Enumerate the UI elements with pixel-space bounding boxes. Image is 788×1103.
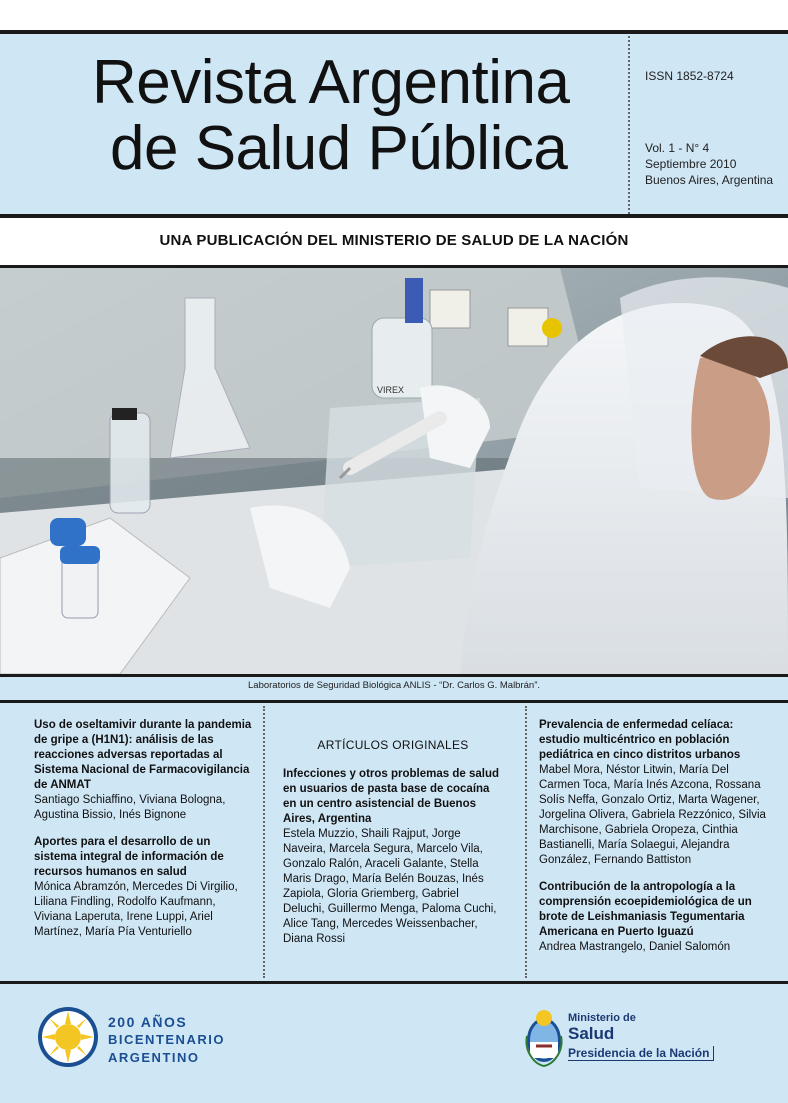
argentina-shield-icon (524, 1006, 564, 1073)
issue-info (645, 140, 773, 188)
bicentenario-text (108, 1013, 225, 1067)
bicentenario-line-2: BICENTENARIO (108, 1032, 225, 1047)
article-authors: Santiago Schiaffino, Viviana Bologna, Agustina Bissio, Inés Bignone (34, 794, 226, 821)
column-divider-1 (263, 706, 265, 978)
cover-photo (0, 268, 788, 674)
column-divider-2 (525, 706, 527, 978)
issn-label: ISSN 1852-8724 (645, 69, 734, 83)
lab-photo-illustration (0, 268, 788, 674)
article-title[interactable]: Infecciones y otros problemas de salud en usuarios de pasta base de cocaína en un centro asistencial de Buenos Aires, Argentina (283, 768, 500, 825)
bicentenario-line-1: 200 AÑOS (108, 1014, 188, 1030)
title-line-1: Revista Argentina (92, 48, 570, 117)
article-title[interactable]: Aportes para el desarrollo de un sistema integral de información de recursos humanos en salud (34, 836, 224, 878)
footer-rule (0, 981, 788, 984)
publication-subtitle: UNA PUBLICACIÓN DEL MINISTERIO DE SALUD DE LA NACIÓN (159, 232, 629, 249)
article-title[interactable]: Uso de oseltamivir durante la pandemia de gripe a (H1N1): análisis de las reacciones adversas reportadas al Sistema Nacional de Farmacovigilancia de ANMAT (34, 719, 252, 791)
section-heading: ARTÍCULOS ORIGINALES (317, 738, 469, 752)
top-white-margin (0, 0, 788, 30)
article-title[interactable]: Prevalencia de enfermedad celíaca: estudio multicéntrico en población pediátrica en cinco distritos urbanos (539, 719, 741, 761)
title-line-2: de Salud Pública (110, 114, 568, 183)
sun-icon (36, 1005, 100, 1069)
article-authors: Mónica Abramzón, Mercedes Di Virgilio, Liliana Findling, Rodolfo Kaufmann, Viviana Laperuta, Irene Luppi, Ariel Martínez, María Pía Venturiello (34, 881, 238, 938)
ministerio-label: Ministerio de (568, 1012, 636, 1024)
photo-bottom-rule (0, 674, 788, 677)
toc-column-3 (539, 718, 771, 967)
toc-column-1 (34, 718, 256, 952)
caption-rule (0, 700, 788, 703)
place-label: Buenos Aires, Argentina (645, 173, 774, 187)
toc-column-2 (283, 718, 503, 959)
article-authors: Mabel Mora, Néstor Litwin, María Del Carmen Toca, María Inés Azcona, Rossana Solís Neffa, Gonzalo Ortiz, Marta Wagener, Jorgelina Olivera, Gabriela Rezzónico, Silvia Marchisone, Gabriela Oropeza, Cinthia Bastianelli, María Solaegui, Alejandra González, Fernando Battiston (539, 764, 766, 866)
virex-label: VIREX (377, 385, 405, 395)
volume-label: Vol. 1 - N° 4 (645, 141, 710, 155)
bicentenario-logo (36, 1005, 100, 1074)
article-title[interactable]: Contribución de la antropología a la comprensión ecoepidemiológica de un brote de Leishmaniasis Tegumentaria Americana en Puerto Iguazú (539, 881, 752, 938)
article-authors: Andrea Mastrangelo, Daniel Salomón (539, 941, 731, 953)
article-authors: Estela Muzzio, Shaili Rajput, Jorge Naveira, Marcela Segura, Marcelo Vila, Gonzalo Ralón, Araceli Galante, Stella Maris Drago, María Belén Bouzas, Inés Zapiola, Gloria Griemberg, Gabriel Deluchi, Guillermo Menga, Paloma Cuchi, Alice Tang, Mercedes Weissenbacher, Diana Rossi (283, 828, 497, 945)
presidencia-label: Presidencia de la Nación (568, 1046, 714, 1061)
date-label: Septiembre 2010 (645, 157, 737, 171)
bicentenario-line-3: ARGENTINO (108, 1050, 200, 1065)
masthead-divider (628, 36, 630, 214)
salud-label: Salud (568, 1024, 615, 1043)
photo-caption: Laboratorios de Seguridad Biológica ANLIS - “Dr. Carlos G. Malbrán”. (248, 680, 540, 691)
journal-title (92, 50, 569, 182)
